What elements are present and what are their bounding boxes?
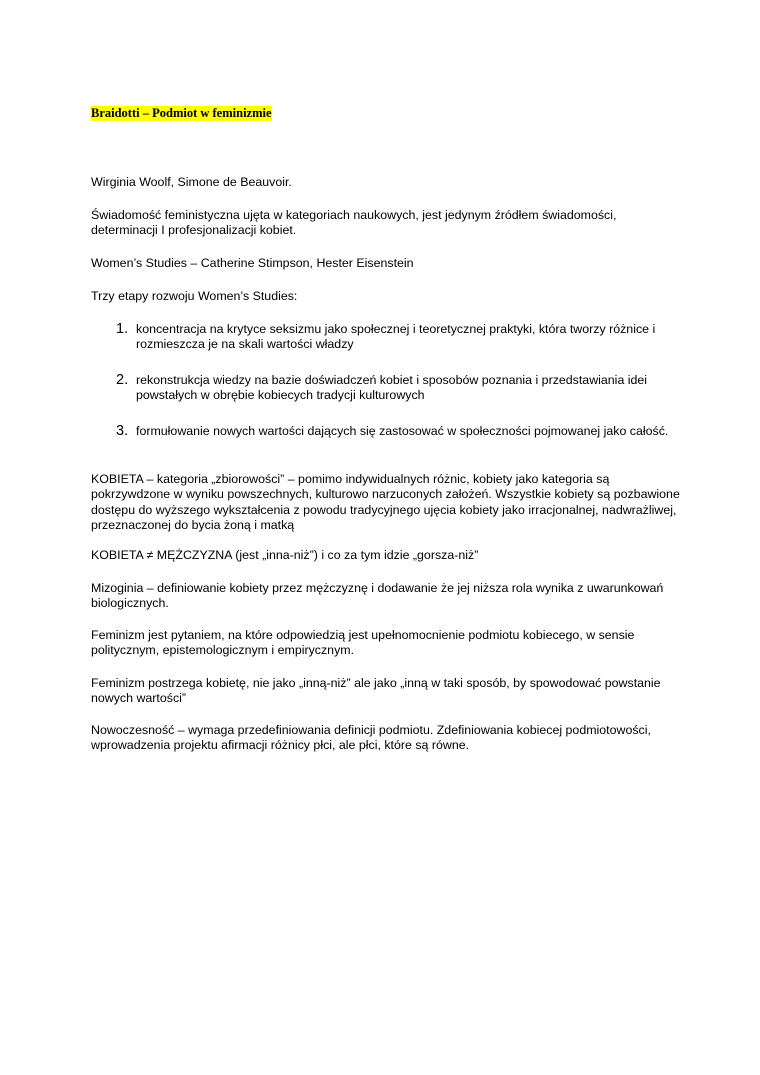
list-text: formułowanie nowych wartości dających się zastosować w społeczności pojmowanej jako całość. (136, 424, 669, 438)
paragraph-mizoginia: Mizoginia – definiowanie kobiety przez mężczyznę i dodawanie że jej niższa rola wynika z uwarunkowań biologicznych. (91, 581, 664, 611)
list-number: 1. (116, 321, 129, 337)
list-text: rekonstrukcja wiedzy na bazie doświadczeń kobiet i sposobów poznania i przedstawiania idei powstałych w obrębie kobiecych tradycji kulturowych (136, 373, 648, 403)
paragraph-three-stages: Trzy etapy rozwoju Women’s Studies: (91, 289, 298, 303)
paragraph-authors: Wirginia Woolf, Simone de Beauvoir. (91, 175, 292, 189)
paragraph-consciousness: Świadomość feministyczna ujęta w kategoriach naukowych, jest jedynym źródłem świadomości, determinacji I profesjonalizacji kobiet. (91, 208, 617, 238)
paragraph-nowoczesnosc: Nowoczesność – wymaga przedefiniowania definicji podmiotu. Zdefiniowania kobiecej podmiotowości, wprowadzenia projektu afirmacji różnicy płci, ale płci, które są równe. (91, 723, 651, 753)
paragraph-feminizm-postrzega: Feminizm postrzega kobietę, nie jako „inną-niż” ale jako „inną w taki sposób, by spowodować powstanie nowych wartości” (91, 676, 661, 706)
list-item (116, 322, 676, 353)
paragraph-feminizm-pytanie: Feminizm jest pytaniem, na które odpowiedzią jest upełnomocnienie podmiotu kobiecego, w sensie politycznym, epistemologicznym i empirycznym. (91, 628, 635, 658)
paragraph-kobieta-mezczyzna: KOBIETA ≠ MĘŻCZYZNA (jest „inna-niż”) i co za tym idzie „gorsza-niż” (91, 548, 479, 562)
list-item (116, 373, 676, 404)
list-text: koncentracja na krytyce seksizmu jako społecznej i teoretycznej praktyki, która tworzy różnice i rozmieszcza je na skali wartości władzy (136, 322, 656, 352)
list-item (116, 424, 676, 439)
list-number: 2. (116, 372, 129, 388)
paragraph-womens-studies: Women’s Studies – Catherine Stimpson, Hester Eisenstein (91, 256, 414, 270)
list-number: 3. (116, 423, 129, 439)
document-title: Braidotti – Podmiot w feminizmie (91, 106, 272, 120)
paragraph-kobieta-category: KOBIETA – kategoria „zbiorowości” – pomimo indywidualnych różnic, kobiety jako kategoria są pokrzywdzone w wyniku powszechnych, kulturowo narzuconych założeń. Wszystkie kobiety są pozbawione dostępu do wyższego wykształcenia z powodu tradycyjnego ujęcia kobiety jako irracjonalnej, nadwrażliwej, przeznaczonej do bycia żoną i matką (91, 472, 680, 532)
